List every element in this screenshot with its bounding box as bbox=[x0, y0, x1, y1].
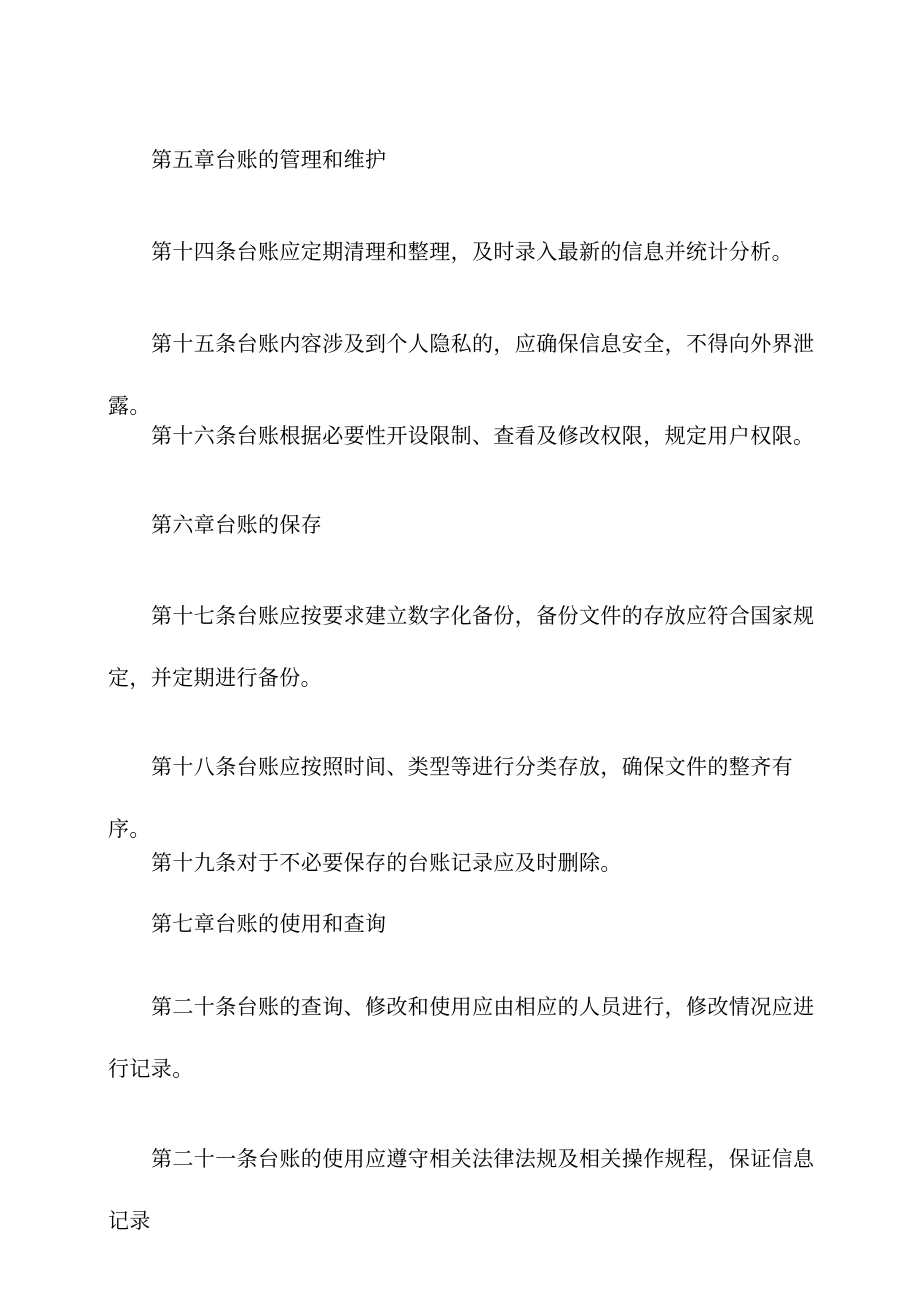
article-17: 第十七条台账应按要求建立数字化备份，备份文件的存放应符合国家规定，并定期进行备份。 bbox=[108, 604, 815, 690]
chapter-heading-6: 第六章台账的保存 bbox=[151, 513, 323, 537]
article-21: 第二十一条台账的使用应遵守相关法律法规及相关操作规程，保证信息记录 bbox=[108, 1147, 815, 1233]
chapter-heading-7: 第七章台账的使用和查询 bbox=[151, 912, 387, 936]
article-14: 第十四条台账应定期清理和整理，及时录入最新的信息并统计分析。 bbox=[151, 240, 793, 264]
chapter-heading-5: 第五章台账的管理和维护 bbox=[151, 148, 387, 172]
article-15: 第十五条台账内容涉及到个人隐私的，应确保信息安全，不得向外界泄露。 bbox=[108, 332, 815, 418]
article-18: 第十八条台账应按照时间、类型等进行分类存放，确保文件的整齐有序。 bbox=[108, 755, 793, 841]
article-16: 第十六条台账根据必要性开设限制、查看及修改权限，规定用户权限。 bbox=[151, 424, 815, 448]
article-20: 第二十条台账的查询、修改和使用应由相应的人员进行，修改情况应进行记录。 bbox=[108, 995, 815, 1081]
article-19: 第十九条对于不必要保存的台账记录应及时删除。 bbox=[151, 851, 622, 875]
